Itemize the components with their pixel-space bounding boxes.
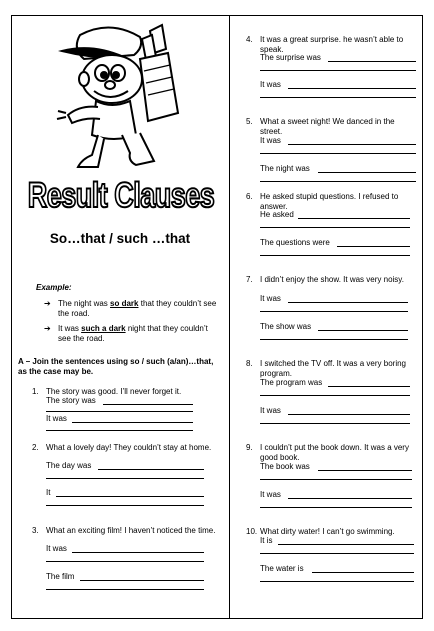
answer-prompt: The surprise was <box>260 53 321 62</box>
answer-blank[interactable] <box>260 255 410 256</box>
answer-blank[interactable] <box>260 311 408 312</box>
answer-blank[interactable] <box>46 589 204 590</box>
answer-blank[interactable] <box>260 97 416 98</box>
answer-prompt: It was <box>260 136 281 145</box>
answer-prompt: He asked <box>260 210 294 219</box>
answer-blank[interactable] <box>318 330 408 331</box>
answer-prompt: It was <box>260 490 281 499</box>
cartoon-boy-illustration <box>52 21 187 171</box>
answer-prompt: It was <box>260 294 281 303</box>
answer-blank[interactable] <box>260 153 416 154</box>
answer-blank[interactable] <box>318 470 412 471</box>
question-item: 6. He asked stupid questions. I refused to answer. <box>246 192 399 211</box>
example-item: ➔ The night was so dark that they couldn’t see the road. <box>44 299 217 318</box>
answer-blank[interactable] <box>298 218 410 219</box>
answer-blank[interactable] <box>260 581 414 582</box>
answer-blank[interactable] <box>260 479 412 480</box>
answer-prompt: The film <box>46 572 75 581</box>
answer-blank[interactable] <box>72 552 204 553</box>
question-item: 4. It was a great surprise. he wasn’t able to speak. <box>246 35 404 54</box>
answer-blank[interactable] <box>46 505 204 506</box>
example-list <box>44 299 219 349</box>
answer-blank[interactable] <box>288 88 416 89</box>
arrow-bullet-icon: ➔ <box>44 299 51 308</box>
answer-blank[interactable] <box>103 404 193 405</box>
answer-prompt: The show was <box>260 322 312 331</box>
question-item: 1. The story was good. I’ll never forget it. <box>32 387 182 396</box>
answer-blank[interactable] <box>288 302 408 303</box>
example-label: Example: <box>36 283 72 292</box>
answer-blank[interactable] <box>288 414 410 415</box>
worksheet-title: Result Clauses <box>27 176 215 215</box>
question-item: 10. What dirty water! I can’t go swimming. <box>246 527 395 536</box>
answer-blank[interactable] <box>328 386 410 387</box>
question-item: 7. I didn’t enjoy the show. It was very noisy. <box>246 275 404 284</box>
answer-blank[interactable] <box>260 181 416 182</box>
answer-blank[interactable] <box>46 411 193 412</box>
answer-prompt: The program was <box>260 378 323 387</box>
answer-blank[interactable] <box>260 507 412 508</box>
answer-blank[interactable] <box>46 478 204 479</box>
answer-blank[interactable] <box>288 498 412 499</box>
question-item: 9. I couldn’t put the book down. It was a very good book. <box>246 443 409 462</box>
answer-blank[interactable] <box>260 339 408 340</box>
question-item: 8. I switched the TV off. It was a very boring program. <box>246 359 406 378</box>
answer-prompt: The night was <box>260 164 310 173</box>
answer-blank[interactable] <box>80 580 204 581</box>
worksheet-subtitle: So…that / such …that <box>49 231 191 246</box>
answer-prompt: It was <box>46 414 67 423</box>
answer-prompt: It was <box>260 406 281 415</box>
answer-blank[interactable] <box>46 561 204 562</box>
arrow-bullet-icon: ➔ <box>44 324 51 333</box>
example-item: ➔ It was such a dark night that they couldn’t see the road. <box>44 324 208 343</box>
question-item: 2. What a lovely day! They couldn’t stay at home. <box>32 443 212 452</box>
answer-prompt: The water is <box>260 564 304 573</box>
section-a-instruction: A – Join the sentences using so / such (a/an)…that, as the case may be. <box>18 357 214 376</box>
answer-blank[interactable] <box>98 469 204 470</box>
answer-blank[interactable] <box>260 423 410 424</box>
answer-blank[interactable] <box>46 430 193 431</box>
column-divider <box>229 16 230 618</box>
answer-blank[interactable] <box>56 496 204 497</box>
answer-blank[interactable] <box>328 61 416 62</box>
answer-prompt: The story was <box>46 396 96 405</box>
answer-prompt: The book was <box>260 462 310 471</box>
answer-blank[interactable] <box>260 227 410 228</box>
answer-prompt: It was <box>46 544 67 553</box>
answer-blank[interactable] <box>278 544 414 545</box>
answer-prompt: The day was <box>46 461 92 470</box>
answer-blank[interactable] <box>72 422 193 423</box>
answer-blank[interactable] <box>318 172 416 173</box>
answer-prompt: It was <box>260 80 281 89</box>
answer-prompt: It is <box>260 536 273 545</box>
answer-blank[interactable] <box>260 553 414 554</box>
answer-blank[interactable] <box>260 70 416 71</box>
answer-blank[interactable] <box>337 246 410 247</box>
question-item: 3. What an exciting film! I haven’t noticed the time. <box>32 526 216 535</box>
answer-prompt: The questions were <box>260 238 330 247</box>
answer-blank[interactable] <box>312 572 414 573</box>
question-item: 5. What a sweet night! We danced in the street. <box>246 117 395 136</box>
answer-prompt: It <box>46 488 51 497</box>
answer-blank[interactable] <box>260 395 410 396</box>
answer-blank[interactable] <box>288 144 416 145</box>
